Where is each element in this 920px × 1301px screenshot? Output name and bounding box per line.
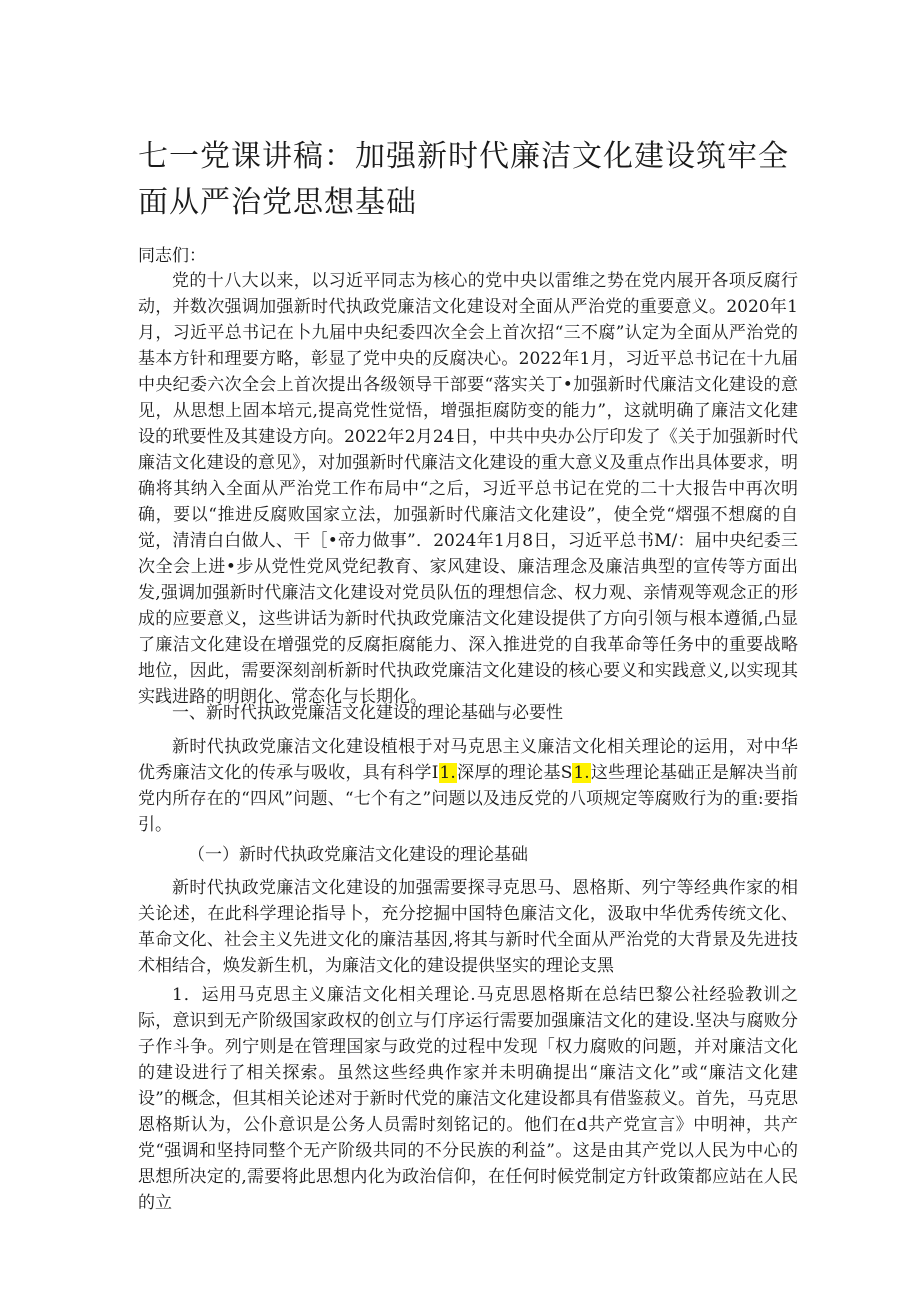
paragraph-marxism: 1．运用马克思主义廉洁文化相关理论.马克思恩格斯在总结巴黎公社经验教训之际，意识到无产阶级国家政权的创立与仃序运行需要加强廉洁文化的建设.坚决与腐败分子作斗争。列宁则是在管理国家与政党的过程中发现「权力腐败的问题，并对廉洁文化的建设进行了相关探索。虽然这些经典作家并未明确提出“廉洁文化”或“廉洁文化建设”的概念，但其相关论述对于新时代党的廉洁文化建设都具有借鉴菽义。首先，马克思恩格斯认为，公仆意识是公务人员需时刻铭记的。他们在d共产党宣言》中明神，共产党“强调和坚持同整个无产阶级共同的不分民族的利益”。这是由其产党以人民为中心的思想所决定的,需要将此思想内化为政治信仰，在任何时候党制定方针政策都应站在人民的立 bbox=[138, 985, 798, 1213]
section-heading-1: 一、新时代执政党廉洁文化建设的理论基础与必要性 bbox=[172, 703, 563, 723]
paragraph-intro: 党的十八大以来，以习近平同志为核心的党中央以雷维之势在党内展开各项反腐行动，并数次强调加强新时代执政党廉洁文化建设对全面从严治党的重要意义。2020年1月，习近平总书记在卜九届中央纪委四次全会上首次招“三不腐”认定为全面从严治党的基本方针和理要方略，彰显了党中央的反腐决心。2022年1月，习近平总书记在十九届中央纪委六次全会上首次提出各级领导干部要“落实关丁•加强新时代廉洁文化建设的意见，从思想上固本培元,提高党性觉悟，增强拒腐防变的能力”，这就明确了廉洁文化建设的玳要性及其建设方向。2022年2月24日，中共中央办公厅印发了《关于加强新时代廉洁文化建设的意见》，对加强新时代廉洁文化建设的重大意义及重点作出具体要求，明确将其纳入全面从严治党工作布局中“之后，习近平总书记在党的二十大报告中再次明确，要以“推进反腐败国家立法，加强新时代廉洁文化建设”，使全党“熠强不想腐的自觉，清清白白做人、干［•帝力做事”．2024年1月8日，习近平总书M/：届中央纪委三次全会上进•步从党性党风党纪教育、家风建设、廉洁理念及廉洁典型的宣传等方面出发,强调加强新时代廉洁文化建设对党员队伍的理想信念、权力观、亲情观等观念正的形成的应要意义，这些讲话为新时代执政党廉洁文化建设提供了方向引领与根本遵循,凸显了廉洁文化建设在增强党的反腐拒腐能力、深入推进党的自我革命等任务中的重要战略地位，因此，需要深刻剖析新时代执政党廉洁文化建设的核心要义和实践意义,以实现其实践进路的明朗化、常态化与长期化。 bbox=[138, 271, 798, 707]
greeting: 同志们： bbox=[138, 246, 206, 266]
paragraph-theory-part1: 新时代执政党廉洁文化建设植根于对马克思主义廉洁文化相关理论的运用，对中华优秀廉洁文化的传承与吸收，具有科学I bbox=[138, 737, 798, 783]
paragraph-theory-part2: 深厚的理论基S bbox=[456, 763, 573, 783]
paragraph-theory-intro bbox=[138, 734, 798, 838]
paragraph-foundation: 新时代执政党廉洁文化建设的加强需要探寻克思马、恩格斯、列宁等经典作家的相关论述，在此科学理论指导卜，充分挖掘中国特色廉洁文化，汲取中华优秀传统文化、革命文化、社会主义先进文化的廉洁基因,将其与新时代全面从严治党的大背景及先进技术相结合，焕发新生机，为廉洁文化的建设提供坚实的理论支黑 bbox=[138, 878, 798, 976]
document-title: 七一党课讲稿：加强新时代廉洁文化建设筑牢全面从严治党思想基础 bbox=[138, 139, 789, 220]
highlight-mark-2: 1. bbox=[573, 763, 590, 783]
subsection-heading-1: （一）新时代执政党廉洁文化建设的理论基础 bbox=[188, 845, 528, 865]
highlight-mark-1: 1. bbox=[439, 763, 456, 783]
paragraph-theory-part3: 这些理论基础正是解决当前党内所存在的“四风”问题、“七个有之”问题以及违反党的八项规定等腐败行为的重:要指引。 bbox=[138, 763, 798, 835]
